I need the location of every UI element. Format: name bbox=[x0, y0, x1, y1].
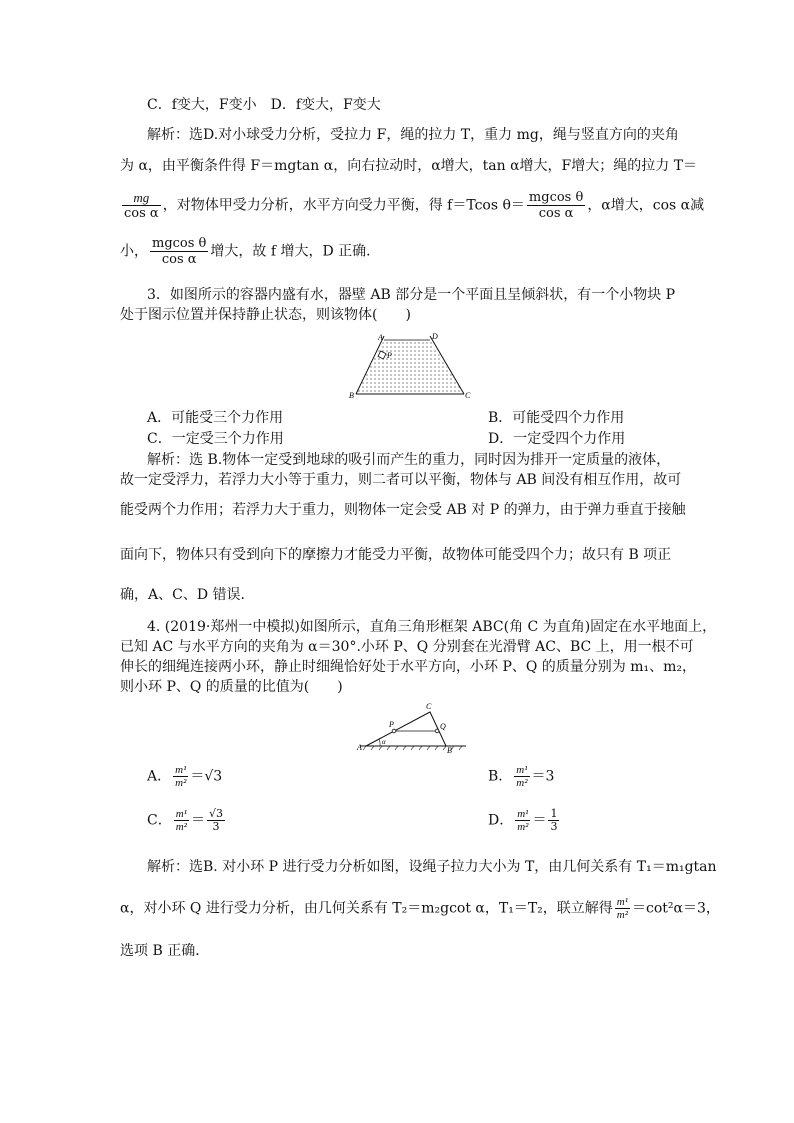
label-b: B bbox=[447, 746, 452, 754]
q4-option-b[interactable]: B． $\frac{\text{m¹}}{\text{m²}}$ ＝3 bbox=[488, 764, 555, 789]
q4-option-a[interactable]: A． $\frac{\text{m¹}}{\text{m²}}$ ＝√3 bbox=[147, 764, 223, 789]
container-figure bbox=[346, 330, 476, 402]
label-d: D bbox=[432, 332, 438, 341]
triangle-frame-figure bbox=[354, 700, 474, 754]
label-a: A bbox=[378, 333, 383, 342]
label-a: A bbox=[357, 743, 362, 752]
q3-solution-line5: 确，A、C、D 错误． bbox=[120, 587, 255, 603]
fraction-mgcos-theta: $\frac{\text{mgcos θ}}{\text{cos α}}$ bbox=[528, 190, 584, 221]
q4-solution-line2: α，对小环 Q 进行受力分析，由几何关系有 T₂＝m₂gcot α，T₁＝T₂，联立解得 $\frac{\text{m¹}}{\text{m²}}$ ＝cot²α＝3， bbox=[120, 896, 720, 921]
label-c: C bbox=[426, 702, 432, 711]
q4-option-d[interactable]: D． $\frac{\text{m¹}}{\text{m²}}$ ＝ $\frac{1}{3}$ bbox=[488, 807, 558, 833]
label-b: B bbox=[349, 391, 354, 400]
ratio-fraction: $\frac{\text{m¹}}{\text{m²}}$ bbox=[517, 808, 529, 833]
q3-option-d[interactable]: D．一定受四个力作用 bbox=[488, 431, 626, 447]
q2-options-cd: C．f变大，F变小 D．f变大，F变大 bbox=[147, 97, 381, 113]
ring-q bbox=[435, 729, 439, 733]
q3-solution-line4: 面向下，物体只有受到向下的摩擦力才能受力平衡，故物体可能受四个力；故只有 B 项正 bbox=[120, 547, 672, 563]
q2-solution-line1: 解析：选D.对小球受力分析，受拉力 F，绳的拉力 T，重力 mg，绳与竖直方向的夹角 bbox=[147, 127, 679, 143]
q2-solution-line4: 小， $\frac{\text{mgcos θ}}{\text{cos α}}$ 增大，故 f 增大，D 正确． bbox=[120, 236, 381, 267]
q3-stem-line2: 处于图示位置并保持静止状态，则该物体( ) bbox=[120, 307, 411, 323]
q3-solution-line2: 故一定受浮力，若浮力大小等于重力，则二者可以平衡，物体与 AB 间没有相互作用，故可 bbox=[120, 472, 682, 488]
frame-abc bbox=[366, 712, 446, 746]
angle-arc bbox=[379, 739, 380, 746]
q3-option-c[interactable]: C．一定受三个力作用 bbox=[147, 431, 284, 447]
ratio-fraction: $\frac{\text{m¹}}{\text{m²}}$ bbox=[516, 764, 528, 789]
label-p: P bbox=[389, 720, 394, 729]
solution-ratio-fraction: $\frac{\text{m¹}}{\text{m²}}$ bbox=[616, 896, 629, 921]
q4-option-c[interactable]: C． $\frac{\text{m¹}}{\text{m²}}$ ＝ $\frac{√3}{3}$ bbox=[147, 807, 223, 833]
q4-solution-line1: 解析：选B. 对小环 P 进行受力分析如图，设绳子拉力大小为 T，由几何关系有 T₁＝m₁gtan bbox=[147, 859, 717, 875]
label-alpha: α bbox=[382, 738, 386, 746]
q2-solution-line2: 为 α，由平衡条件得 F＝mgtan α，向右拉动时，α增大，tan α增大，F增大；绳的拉力 T＝ bbox=[120, 158, 698, 174]
label-c: C bbox=[465, 391, 471, 400]
fraction-mgcos-theta-2: $\frac{\text{mgcos θ}}{\text{cos α}}$ bbox=[152, 236, 207, 267]
value-fraction: $\frac{1}{3}$ bbox=[550, 807, 558, 833]
ring-p bbox=[392, 729, 396, 733]
q4-stem-line3: 伸长的细绳连接两小环，静止时细绳恰好处于水平方向，小环 P、Q 的质量分别为 m₁、m₂， bbox=[120, 659, 697, 675]
label-q: Q bbox=[440, 722, 446, 731]
ratio-fraction: $\frac{\text{m¹}}{\text{m²}}$ bbox=[175, 808, 187, 833]
q3-option-b[interactable]: B．可能受四个力作用 bbox=[488, 410, 625, 426]
value-fraction: $\frac{√3}{3}$ bbox=[208, 807, 223, 833]
ratio-fraction: $\frac{\text{m¹}}{\text{m²}}$ bbox=[175, 764, 187, 789]
q3-solution-line3: 能受两个力作用；若浮力大于重力，则物体一定会受 AB 对 P 的弹力，由于弹力垂直于接触 bbox=[120, 502, 686, 518]
q4-solution-line3: 选项 B 正确． bbox=[120, 943, 210, 959]
q2-solution-line3: $\frac{mg}{\text{cos α}}$ ，对物体甲受力分析，水平方向受力平衡，得 f＝Tcos θ＝ $\frac{\text{mgcos θ}}{\text{cos α}}$ ，α增大，cos α减 bbox=[124, 190, 705, 221]
q4-stem-line1: 4. (2019·郑州一中模拟)如图所示，直角三角形框架 ABC(角 C 为直角)固定在水平地面上， bbox=[147, 619, 717, 635]
fraction-mg-over-cos: $\frac{mg}{\text{cos α}}$ bbox=[124, 190, 159, 221]
label-p: P bbox=[387, 351, 392, 360]
q3-option-a[interactable]: A．可能受三个力作用 bbox=[147, 410, 284, 426]
q4-stem-line4: 则小环 P、Q 的质量的比值为( ) bbox=[120, 679, 343, 695]
q4-stem-line2: 已知 AC 与水平方向的夹角为 α＝30°.小环 P、Q 分别套在光滑臂 AC、BC 上，用一根不可 bbox=[120, 639, 694, 655]
q3-stem-line1: 3．如图所示的容器内盛有水，器壁 AB 部分是一个平面且呈倾斜状，有一个小物块 P bbox=[147, 287, 676, 303]
q3-solution-line1: 解析：选 B.物体一定受到地球的吸引而产生的重力，同时因为排开一定质量的液体， bbox=[147, 452, 671, 468]
